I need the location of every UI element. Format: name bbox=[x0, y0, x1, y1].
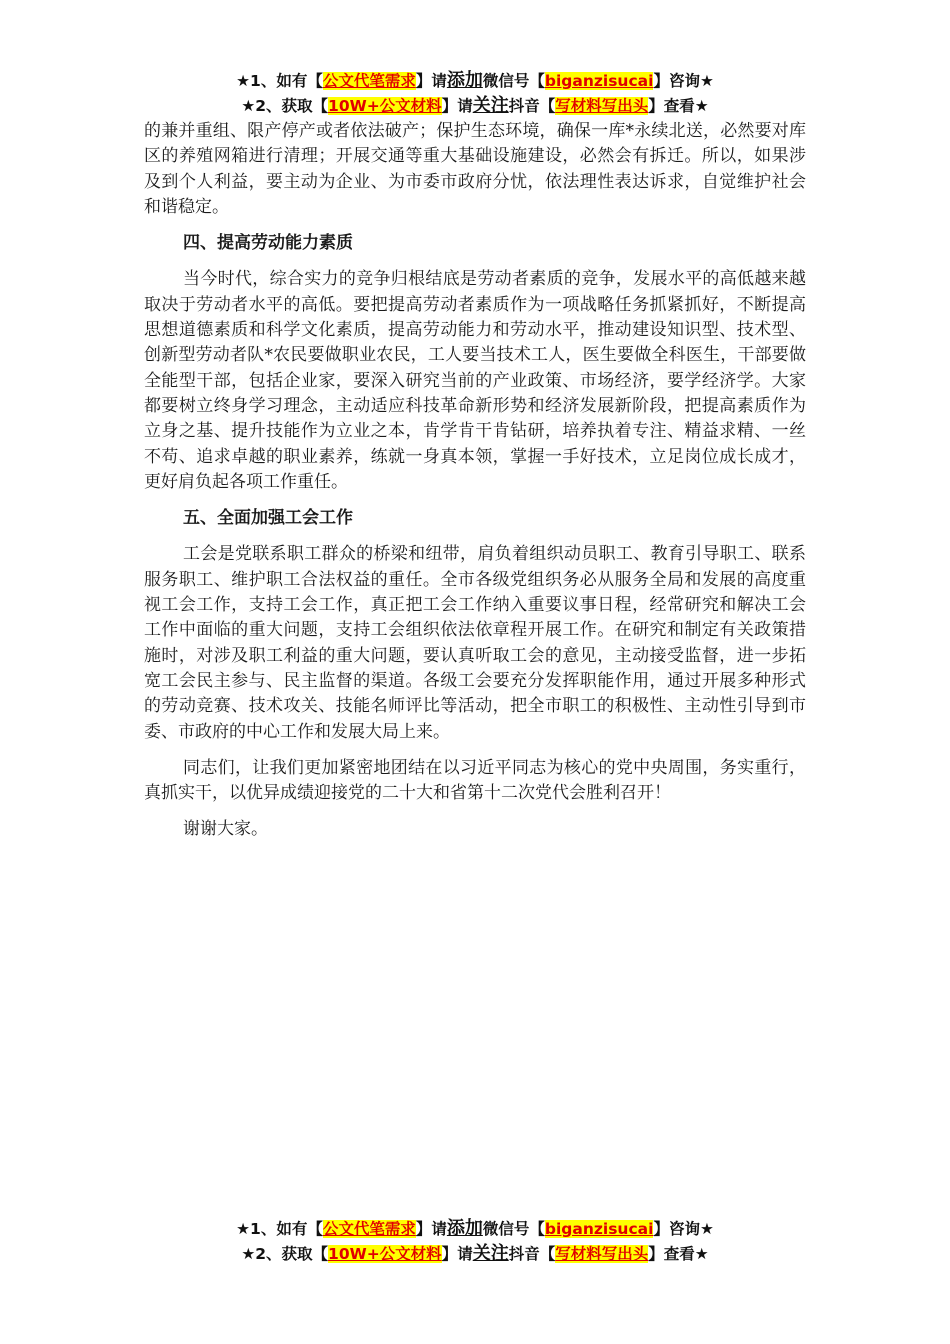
emphasis-add: 添加 bbox=[446, 1218, 483, 1239]
footer-banner bbox=[0, 1216, 950, 1266]
banner-line-materials bbox=[0, 1241, 950, 1266]
section-heading-4: 四、提高劳动能力素质 bbox=[183, 233, 353, 254]
paragraph-continued: 的兼并重组、限产停产或者依法破产；保护生态环境，确保一库*永续北送，必然要对库区的养殖网箱进行清理；开展交通等重大基础设施建设，必然会有拆迁。所以，如果涉及到个人利益，要主动为企业、为市委市政府分忧，依法理性表达诉求，自觉维护社会和谐稳定。 bbox=[144, 121, 806, 217]
highlight-materials-label: 10W+公文材料 bbox=[328, 97, 442, 115]
section-heading-5: 五、全面加强工会工作 bbox=[183, 508, 353, 529]
banner-text: 微信号【 bbox=[482, 72, 545, 90]
document-body bbox=[144, 119, 806, 854]
paragraph-thanks: 谢谢大家。 bbox=[183, 819, 268, 840]
banner-text: 微信号【 bbox=[482, 1220, 545, 1238]
emphasis-add: 添加 bbox=[446, 70, 483, 91]
highlight-wechat-id: biganzisucai bbox=[544, 72, 654, 90]
highlight-douyin-account: 写材料写出头 bbox=[555, 97, 649, 115]
banner-text: ★2、获取【 bbox=[241, 97, 329, 115]
banner-text: 抖音【 bbox=[508, 1245, 556, 1263]
banner-text: ★2、获取【 bbox=[241, 1245, 329, 1263]
banner-text: 】查看★ bbox=[648, 97, 709, 115]
banner-text: 】请 bbox=[441, 1245, 473, 1263]
banner-text: 】咨询★ bbox=[653, 1220, 714, 1238]
banner-text: 】请 bbox=[415, 1220, 447, 1238]
paragraph-closing: 同志们，让我们更加紧密地团结在以习近平同志为核心的党中央周围，务实重行，真抓实干，以优异成绩迎接党的二十大和省第十二次党代会胜利召开！ bbox=[144, 757, 806, 804]
header-banner bbox=[0, 68, 950, 118]
emphasis-follow: 关注 bbox=[472, 95, 509, 116]
paragraph-section-4: 当今时代，综合实力的竞争归根结底是劳动者素质的竞争，发展水平的高低越来越取决于劳动者水平的高低。要把提高劳动者素质作为一项战略任务抓紧抓好，不断提高思想道德素质和科学文化素质，提高劳动能力和劳动水平，推动建设知识型、技术型、创新型劳动者队*农民要做职业农民，工人要当技术工人，医生要做全科医生，干部要做全能型干部，包括企业家，要深入研究当前的产业政策、市场经济，要学经济学。大家都要树立终身学习理念，主动适应科技革命新形势和经济发展新阶段，把提高素质作为立身之基、提升技能作为立业之本，肯学肯干肯钻研，培养执着专注、精益求精、一丝不苟、追求卓越的职业素养，练就一身真本领，掌握一手好技术，立足岗位成长成才，更好肩负起各项工作重任。 bbox=[144, 269, 806, 492]
banner-text: ★1、如有【 bbox=[236, 72, 323, 90]
emphasis-follow: 关注 bbox=[472, 1243, 509, 1264]
banner-text: 】咨询★ bbox=[653, 72, 714, 90]
banner-text: 抖音【 bbox=[508, 97, 556, 115]
banner-line-writing-service bbox=[0, 68, 950, 93]
paragraph-section-5: 工会是党联系职工群众的桥梁和纽带，肩负着组织动员职工、教育引导职工、联系服务职工、维护职工合法权益的重任。全市各级党组织务必从服务全局和发展的高度重视工会工作，支持工会工作，真正把工会工作纳入重要议事日程，经常研究和解决工会工作中面临的重大问题，支持工会组织依法依章程开展工作。在研究和制定有关政策措施时，对涉及职工利益的重大问题，要认真听取工会的意见，主动接受监督，进一步拓宽工会民主参与、民主监督的渠道。各级工会要充分发挥职能作用，通过开展多种形式的劳动竞赛、技术攻关、技能名师评比等活动，把全市职工的积极性、主动性引导到市委、市政府的中心工作和发展大局上来。 bbox=[144, 544, 806, 742]
highlight-service-label: 公文代笔需求 bbox=[322, 72, 416, 90]
banner-text: ★1、如有【 bbox=[236, 1220, 323, 1238]
banner-line-materials bbox=[0, 93, 950, 118]
highlight-materials-label: 10W+公文材料 bbox=[328, 1245, 442, 1263]
highlight-douyin-account: 写材料写出头 bbox=[555, 1245, 649, 1263]
highlight-wechat-id: biganzisucai bbox=[544, 1220, 654, 1238]
banner-text: 】查看★ bbox=[648, 1245, 709, 1263]
banner-text: 】请 bbox=[441, 97, 473, 115]
banner-text: 】请 bbox=[415, 72, 447, 90]
highlight-service-label: 公文代笔需求 bbox=[322, 1220, 416, 1238]
banner-line-writing-service bbox=[0, 1216, 950, 1241]
